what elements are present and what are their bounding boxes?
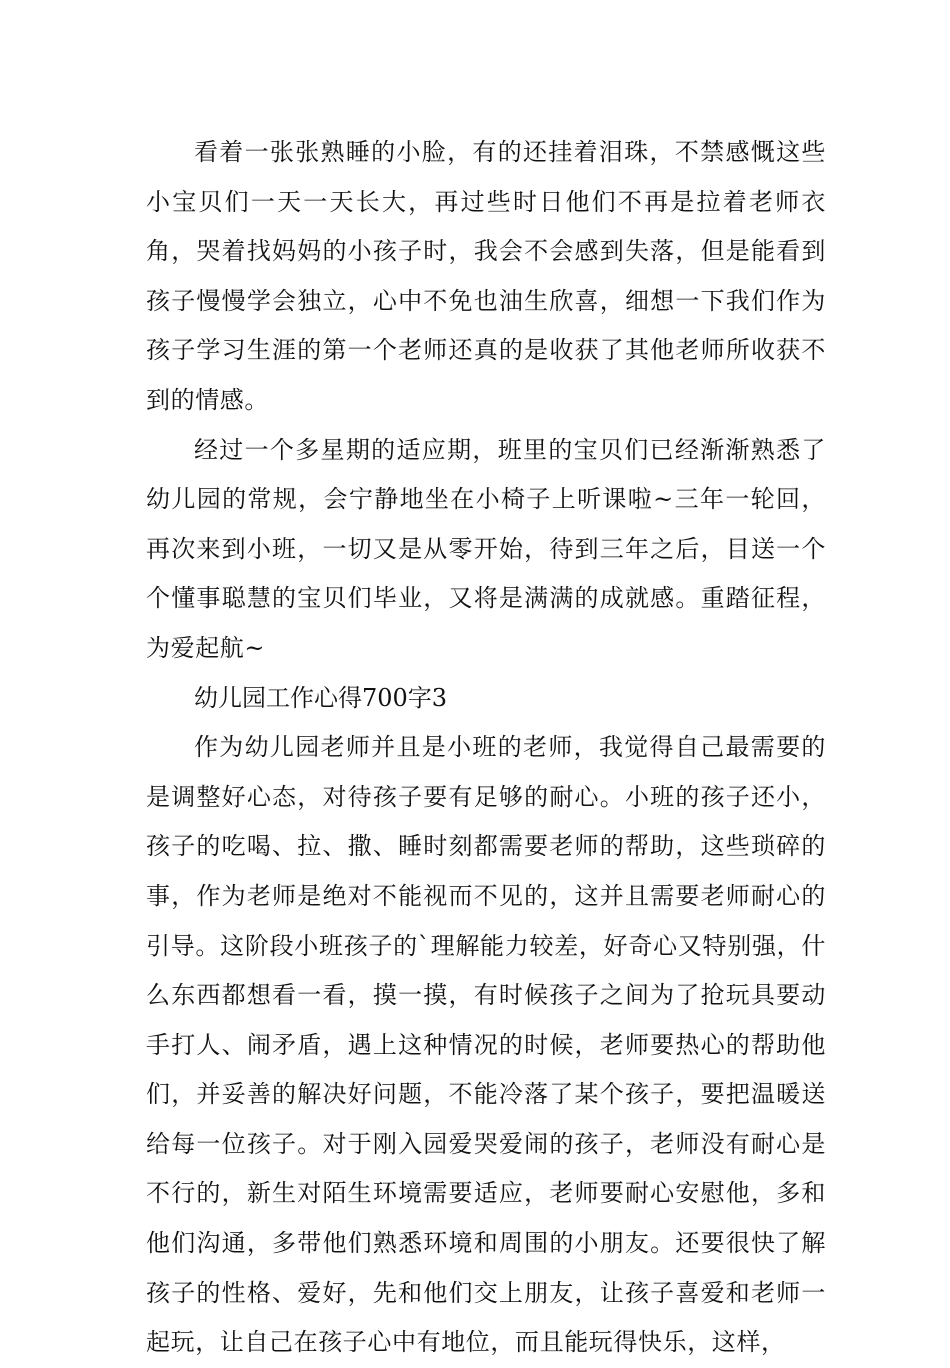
section-heading: 幼儿园工作心得700字3: [194, 683, 448, 712]
document-body: [146, 128, 826, 1368]
paragraph-1: 看着一张张熟睡的小脸，有的还挂着泪珠，不禁感慨这些小宝贝们一天一天长大，再过些时日他们不再是拉着老师衣角，哭着找妈妈的小孩子时，我会不会感到失落，但是能看到孩子慢慢学会独立，心中不免也油生欣喜，细想一下我们作为孩子学习生涯的第一个老师还真的是收获了其他老师所收获不到的情感。: [146, 138, 826, 414]
paragraph-2: 经过一个多星期的适应期，班里的宝贝们已经渐渐熟悉了幼儿园的常规，会宁静地坐在小椅子上听课啦~三年一轮回，再次来到小班，一切又是从零开始，待到三年之后，目送一个个懂事聪慧的宝贝们毕业，又将是满满的成就感。重踏征程，为爱起航~: [146, 435, 826, 662]
paragraph-3: 作为幼儿园老师并且是小班的老师，我觉得自己最需要的是调整好心态，对待孩子要有足够的耐心。小班的孩子还小，孩子的吃喝、拉、撒、睡时刻都需要老师的帮助，这些琐碎的事，作为老师是绝对不能视而不见的，这并且需要老师耐心的引导。这阶段小班孩子的`理解能力较差，好奇心又特别强，什么东西都想看一看，摸一摸，有时候孩子之间为了抢玩具要动手打人、闹矛盾，遇上这种情况的时候，老师要热心的帮助他们，并妥善的解决好问题，不能冷落了某个孩子，要把温暖送给每一位孩子。对于刚入园爱哭爱闹的孩子，老师没有耐心是不行的，新生对陌生环境需要适应，老师要耐心安慰他，多和他们沟通，多带他们熟悉环境和周围的小朋友。还要很快了解孩子的性格、爱好，先和他们交上朋友，让孩子喜爱和老师一起玩，让自己在孩子心中有地位，而且能玩得快乐，这样，: [146, 733, 826, 1357]
